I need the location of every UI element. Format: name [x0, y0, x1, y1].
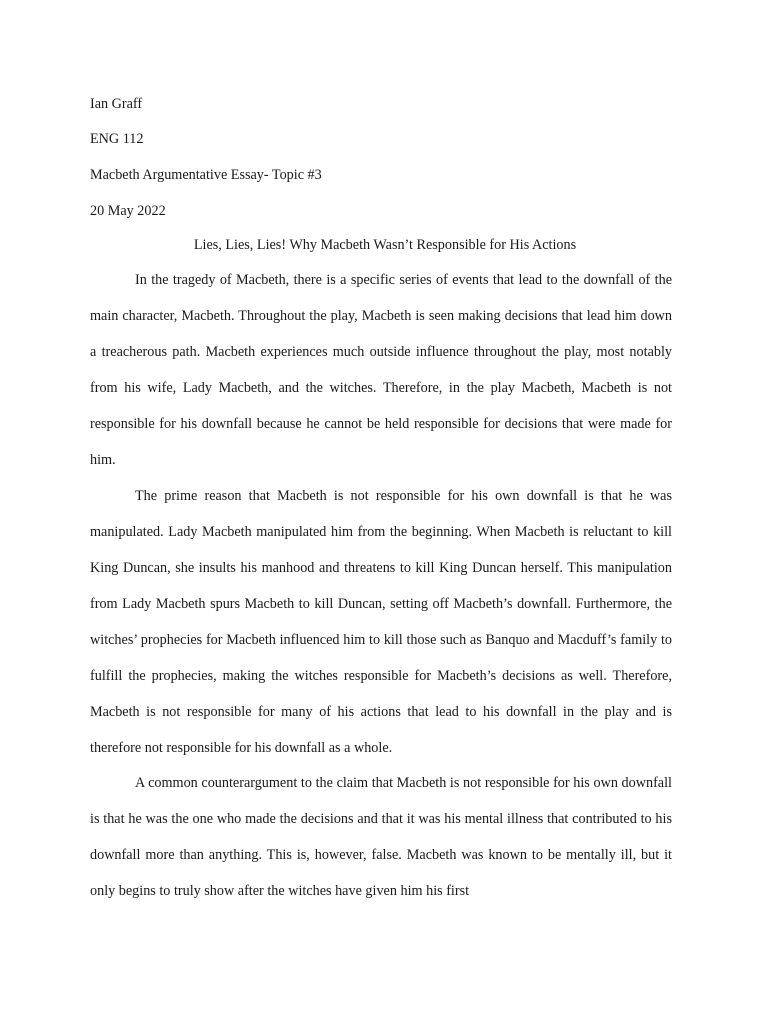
essay-title: Lies, Lies, Lies! Why Macbeth Wasn’t Responsible for His Actions	[193, 237, 577, 253]
paragraph-2: The prime reason that Macbeth is not responsible for his own downfall is that he was manipulated. Lady Macbeth manipulated him from the beginning. When Macbeth is reluctant to kill King Duncan, she insults his manhood and threatens to kill King Duncan herself. This manipulation from Lady Macbeth spurs Macbeth to kill Duncan, setting off Macbeth’s downfall. Furthermore, the witches’ prophecies for Macbeth influenced him to kill those such as Banquo and Macduff’s family to fulfill the prophecies, making the witches responsible for Macbeth’s decisions as well. Therefore, Macbeth is not responsible for many of his actions that lead to his downfall in the play and is therefore not responsible for his downfall as a whole.	[90, 488, 672, 756]
author-name: Ian Graff	[90, 96, 143, 112]
assignment-title: Macbeth Argumentative Essay- Topic #3	[90, 167, 322, 183]
paragraph-3: A common counterargument to the claim that Macbeth is not responsible for his own downfall is that he was the one who made the decisions and that it was his mental illness that contributed to his downfall more than anything. This is, however, false. Macbeth was known to be mentally ill, but it only begins to truly show after the witches have given him his first	[90, 775, 672, 899]
essay-date: 20 May 2022	[90, 203, 166, 219]
paragraph-1: In the tragedy of Macbeth, there is a specific series of events that lead to the downfall of the main character, Macbeth. Throughout the play, Macbeth is seen making decisions that lead him down a treacherous path. Macbeth experiences much outside influence throughout the play, most notably from his wife, Lady Macbeth, and the witches. Therefore, in the play Macbeth, Macbeth is not responsible for his downfall because he cannot be held responsible for decisions that were made for him.	[90, 272, 672, 468]
course-code: ENG 112	[90, 131, 144, 147]
